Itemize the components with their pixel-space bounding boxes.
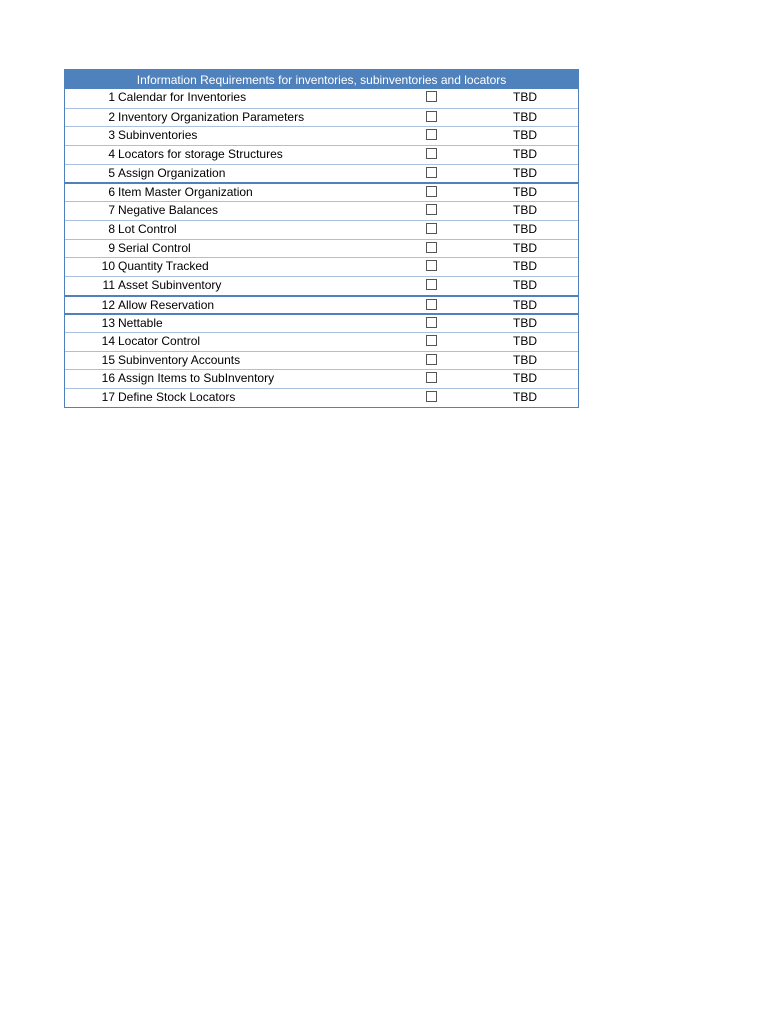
- row-checkbox[interactable]: [426, 186, 437, 197]
- row-checkbox[interactable]: [426, 167, 437, 178]
- row-checkbox[interactable]: [426, 242, 437, 253]
- row-checkbox[interactable]: [426, 317, 437, 328]
- table-row: [65, 164, 578, 183]
- table-row: [65, 332, 578, 351]
- row-checkbox[interactable]: [426, 260, 437, 271]
- row-number: 7: [108, 203, 115, 218]
- row-status: TBD: [513, 128, 537, 143]
- row-label: Locators for storage Structures: [118, 147, 283, 162]
- row-number: 5: [108, 165, 115, 180]
- table-row: [65, 108, 578, 127]
- row-number: 11: [102, 277, 115, 292]
- row-label: Calendar for Inventories: [118, 90, 247, 104]
- row-label: Quantity Tracked: [118, 259, 209, 274]
- row-number: 9: [108, 240, 115, 255]
- row-number: 2: [108, 109, 115, 124]
- row-status: TBD: [513, 203, 537, 218]
- table-row: [65, 351, 578, 370]
- row-status: TBD: [513, 371, 537, 386]
- table-row: [65, 182, 578, 201]
- table-row: [65, 276, 578, 295]
- row-number: 13: [101, 316, 115, 331]
- row-status: TBD: [513, 185, 537, 200]
- row-checkbox[interactable]: [426, 204, 437, 215]
- row-number: 15: [101, 352, 115, 367]
- row-status: TBD: [513, 333, 537, 348]
- row-number: 14: [101, 333, 115, 348]
- row-label: Nettable: [118, 316, 163, 331]
- table-row: [65, 313, 578, 332]
- row-number: 17: [101, 390, 115, 404]
- row-checkbox[interactable]: [426, 279, 437, 290]
- row-label: Inventory Organization Parameters: [118, 109, 305, 124]
- row-checkbox[interactable]: [426, 354, 437, 365]
- row-checkbox[interactable]: [426, 299, 437, 310]
- row-label: Assign Items to SubInventory: [118, 371, 275, 386]
- row-status: TBD: [513, 316, 537, 331]
- requirements-table: [64, 69, 579, 408]
- row-number: 4: [108, 147, 115, 162]
- row-status: TBD: [513, 240, 537, 255]
- table-row: [65, 201, 578, 220]
- row-label: Negative Balances: [118, 203, 219, 218]
- row-status: TBD: [513, 90, 537, 104]
- row-checkbox[interactable]: [426, 223, 437, 234]
- row-label: Item Master Organization: [118, 185, 253, 200]
- row-number: 12: [101, 297, 115, 312]
- row-number: 6: [108, 185, 115, 200]
- row-label: Allow Reservation: [118, 297, 215, 312]
- row-label: Asset Subinventory: [118, 277, 222, 292]
- row-checkbox[interactable]: [426, 91, 437, 102]
- row-status: TBD: [513, 109, 537, 124]
- row-status: TBD: [513, 277, 537, 292]
- row-label: Assign Organization: [118, 165, 226, 180]
- table-row: [65, 239, 578, 258]
- row-label: Locator Control: [118, 333, 201, 348]
- row-status: TBD: [513, 390, 537, 404]
- row-status: TBD: [513, 352, 537, 367]
- table-row: [65, 145, 578, 164]
- row-label: Subinventory Accounts: [118, 352, 241, 367]
- row-status: TBD: [513, 165, 537, 180]
- row-status: TBD: [513, 221, 537, 236]
- row-checkbox[interactable]: [426, 391, 437, 402]
- table-rows: [64, 89, 579, 408]
- table-row: [65, 257, 578, 276]
- row-number: 3: [108, 128, 115, 143]
- row-status: TBD: [513, 147, 537, 162]
- table-row: [65, 388, 578, 407]
- row-number: 16: [101, 371, 115, 386]
- table-row: [65, 89, 578, 108]
- row-checkbox[interactable]: [426, 372, 437, 383]
- table-row: [65, 220, 578, 239]
- row-status: TBD: [513, 259, 537, 274]
- row-checkbox[interactable]: [426, 129, 437, 140]
- table-row: [65, 126, 578, 145]
- row-label: Lot Control: [118, 221, 177, 236]
- table-title: Information Requirements for inventories, subinventories and locators: [64, 69, 579, 89]
- row-number: 1: [108, 90, 115, 104]
- table-row: [65, 369, 578, 388]
- row-status: TBD: [513, 297, 537, 312]
- row-checkbox[interactable]: [426, 335, 437, 346]
- row-label: Serial Control: [118, 240, 191, 255]
- table-row: [65, 295, 578, 314]
- row-number: 8: [108, 221, 115, 236]
- row-checkbox[interactable]: [426, 148, 437, 159]
- row-number: 10: [101, 259, 115, 274]
- row-label: Define Stock Locators: [118, 390, 236, 404]
- row-checkbox[interactable]: [426, 111, 437, 122]
- row-label: Subinventories: [118, 128, 198, 143]
